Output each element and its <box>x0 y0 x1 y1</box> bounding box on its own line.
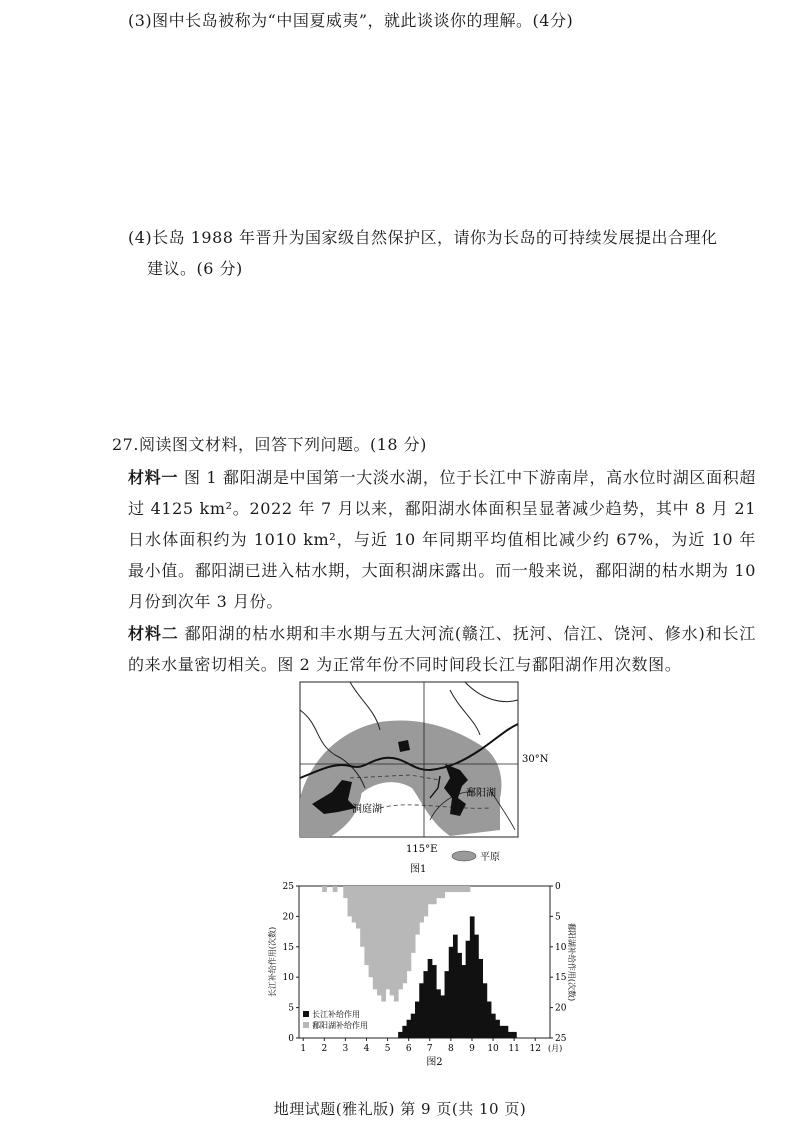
bar-poyang-19 <box>407 886 412 971</box>
bar-poyang-23 <box>423 886 428 916</box>
xtick-label-5: 6 <box>405 1044 412 1054</box>
bar-poyang-5 <box>348 886 353 916</box>
bar-poyang-26 <box>436 886 441 898</box>
bar-yangtze-40 <box>495 1020 500 1038</box>
bar-poyang-10 <box>369 886 374 977</box>
material-1-label: 材料一 <box>128 468 178 487</box>
legend-yangtze-swatch <box>303 1011 309 1017</box>
bar-yangtze-18 <box>402 1026 407 1038</box>
bar-yangtze-26 <box>436 989 441 1038</box>
material-1 <box>128 462 756 617</box>
bar-yangtze-35 <box>474 935 479 1038</box>
bar-poyang-14 <box>385 886 390 989</box>
xtick-label-7: 8 <box>447 1044 454 1054</box>
bar-yangtze-24 <box>428 959 433 1038</box>
bar-yangtze-30 <box>453 935 458 1038</box>
xtick-label-0: 1 <box>300 1044 307 1054</box>
ytick-right-label-1: 5 <box>555 912 561 923</box>
material-2-text: 鄱阳湖的枯水期和丰水期与五大河流(赣江、抚河、信江、饶河、修水)和长江的来水量密切相关。图 2 为正常年份不同时间段长江与鄱阳湖作用次数图。 <box>128 624 756 674</box>
xtick-label-1: 2 <box>321 1044 328 1054</box>
question-4-line1: (4)长岛 1988 年晋升为国家级自然保护区，请你为长岛的可持续发展提出合理化 <box>128 228 718 247</box>
page-footer: 地理试题(雅礼版) 第 9 页(共 10 页) <box>273 1100 527 1118</box>
legend-plain-swatch <box>452 851 476 861</box>
ytick-right-label-4: 20 <box>555 1003 567 1014</box>
bar-poyang-16 <box>394 886 399 1002</box>
bar-poyang-21 <box>415 886 420 935</box>
bar-poyang-7 <box>356 886 361 929</box>
ytick-left-label-5: 25 <box>282 882 294 892</box>
xtick-label-9: 10 <box>487 1044 499 1054</box>
ytick-left-label-2: 10 <box>282 973 294 984</box>
bar-yangtze-25 <box>432 965 437 1038</box>
bar-poyang-6 <box>352 886 357 922</box>
y-axis-left-label: 长江补给作用(次数) <box>268 926 277 998</box>
bar-yangtze-22 <box>419 983 424 1038</box>
bar-yangtze-19 <box>407 1020 412 1038</box>
bar-yangtze-27 <box>440 995 445 1038</box>
bar-poyang-25 <box>432 886 437 904</box>
bar-poyang-32 <box>461 886 466 892</box>
legend-poyang-label: 鄱阳湖补给作用 <box>312 1021 368 1030</box>
question-3: (3)图中长岛被称为“中国夏威夷”，就此谈谈你的理解。(4分) <box>128 11 574 30</box>
legend-yangtze-label: 长江补给作用 <box>312 1010 360 1019</box>
xtick-label-11: 12 <box>529 1044 541 1054</box>
bar-poyang-4 <box>343 886 348 898</box>
poyang-lake-label: 鄱阳湖 <box>466 788 496 799</box>
figure-1-map <box>290 680 549 880</box>
lat-label: 30°N <box>522 754 549 765</box>
bar-poyang-22 <box>419 886 424 922</box>
material-2-label: 材料二 <box>128 624 179 643</box>
bar-poyang-30 <box>453 886 458 892</box>
xtick-label-2: 3 <box>342 1044 349 1054</box>
bar-poyang-15 <box>390 886 395 995</box>
bar-poyang-17 <box>398 886 403 989</box>
xtick-label-3: 4 <box>363 1044 370 1054</box>
bar-yangtze-37 <box>483 983 488 1038</box>
bar-yangtze-36 <box>478 959 483 1038</box>
map-caption: 图1 <box>410 864 427 875</box>
bar-poyang-24 <box>428 886 433 904</box>
ytick-right-label-3: 15 <box>555 973 567 984</box>
bar-yangtze-43 <box>508 1032 513 1038</box>
xtick-label-10: 11 <box>508 1044 520 1054</box>
bar-yangtze-34 <box>470 916 475 1038</box>
bar-yangtze-31 <box>457 953 462 1038</box>
bar-poyang-9 <box>364 886 369 965</box>
ytick-left-label-3: 15 <box>282 942 294 953</box>
question-27-stem: 27.阅读图文材料，回答下列问题。(18 分) <box>112 435 427 454</box>
ytick-left-label-0: 0 <box>288 1034 294 1044</box>
bar-poyang-8 <box>360 886 365 947</box>
bar-poyang-3 <box>333 886 338 892</box>
bar-yangtze-17 <box>398 1032 403 1038</box>
bar-poyang-13 <box>381 886 386 1002</box>
bar-poyang-33 <box>466 886 471 892</box>
bar-yangtze-20 <box>411 1014 416 1038</box>
bar-yangtze-42 <box>504 1026 509 1038</box>
bar-yangtze-32 <box>461 965 466 1038</box>
bar-yangtze-23 <box>423 971 428 1038</box>
material-1-text: 图 1 鄱阳湖是中国第一大淡水湖，位于长江中下游南岸，高水位时湖区面积超过 4125 km²。2022 年 7 月以来，鄱阳湖水体面积呈显著减少趋势，其中 8 月 21 日水体面积约为 1010 km²，与近 10 年同期平均值相比减少约 67%，为近 10 年最小值。鄱阳湖已进入枯水期，大面积湖床露出。而一般来说，鄱阳湖的枯水期为 10 月份到次年 3 月份。 <box>128 468 756 611</box>
bar-poyang-2 <box>322 886 327 892</box>
dongting-lake-label: 洞庭湖 <box>352 804 382 815</box>
bar-yangtze-44 <box>512 1032 517 1038</box>
ytick-left-label-4: 20 <box>282 912 294 923</box>
material-2 <box>128 618 756 680</box>
bar-poyang-31 <box>457 886 462 892</box>
figure-2-chart <box>255 878 580 1068</box>
bar-yangtze-33 <box>466 941 471 1038</box>
bar-poyang-12 <box>377 886 382 995</box>
bar-yangtze-29 <box>449 947 454 1038</box>
xtick-label-6: 7 <box>426 1044 433 1054</box>
xtick-label-8: 9 <box>469 1044 475 1054</box>
bar-poyang-27 <box>440 886 445 898</box>
chart-caption: 图2 <box>426 1057 443 1068</box>
bar-poyang-20 <box>411 886 416 953</box>
question-4-line2: 建议。(6 分) <box>147 259 243 278</box>
bar-yangtze-28 <box>445 971 450 1038</box>
bar-yangtze-41 <box>499 1026 504 1038</box>
lon-label: 115°E <box>406 844 438 855</box>
bar-poyang-29 <box>449 886 454 892</box>
x-axis-unit: (月) <box>548 1044 563 1053</box>
y-axis-right-label: 鄱阳湖补给作用(次数) <box>567 922 576 1002</box>
legend-plain-label: 平原 <box>480 852 500 863</box>
bar-yangtze-21 <box>415 1002 420 1038</box>
ytick-right-label-0: 0 <box>555 882 561 892</box>
bar-yangtze-39 <box>491 1014 496 1038</box>
bar-poyang-18 <box>402 886 407 983</box>
ytick-right-label-5: 25 <box>555 1034 567 1044</box>
bar-poyang-11 <box>373 886 378 989</box>
bar-yangtze-38 <box>487 1002 492 1038</box>
bar-poyang-28 <box>445 886 450 892</box>
ytick-left-label-1: 5 <box>288 1003 294 1014</box>
ytick-right-label-2: 10 <box>555 942 567 953</box>
legend-poyang-swatch <box>303 1022 309 1028</box>
xtick-label-4: 5 <box>384 1044 391 1054</box>
